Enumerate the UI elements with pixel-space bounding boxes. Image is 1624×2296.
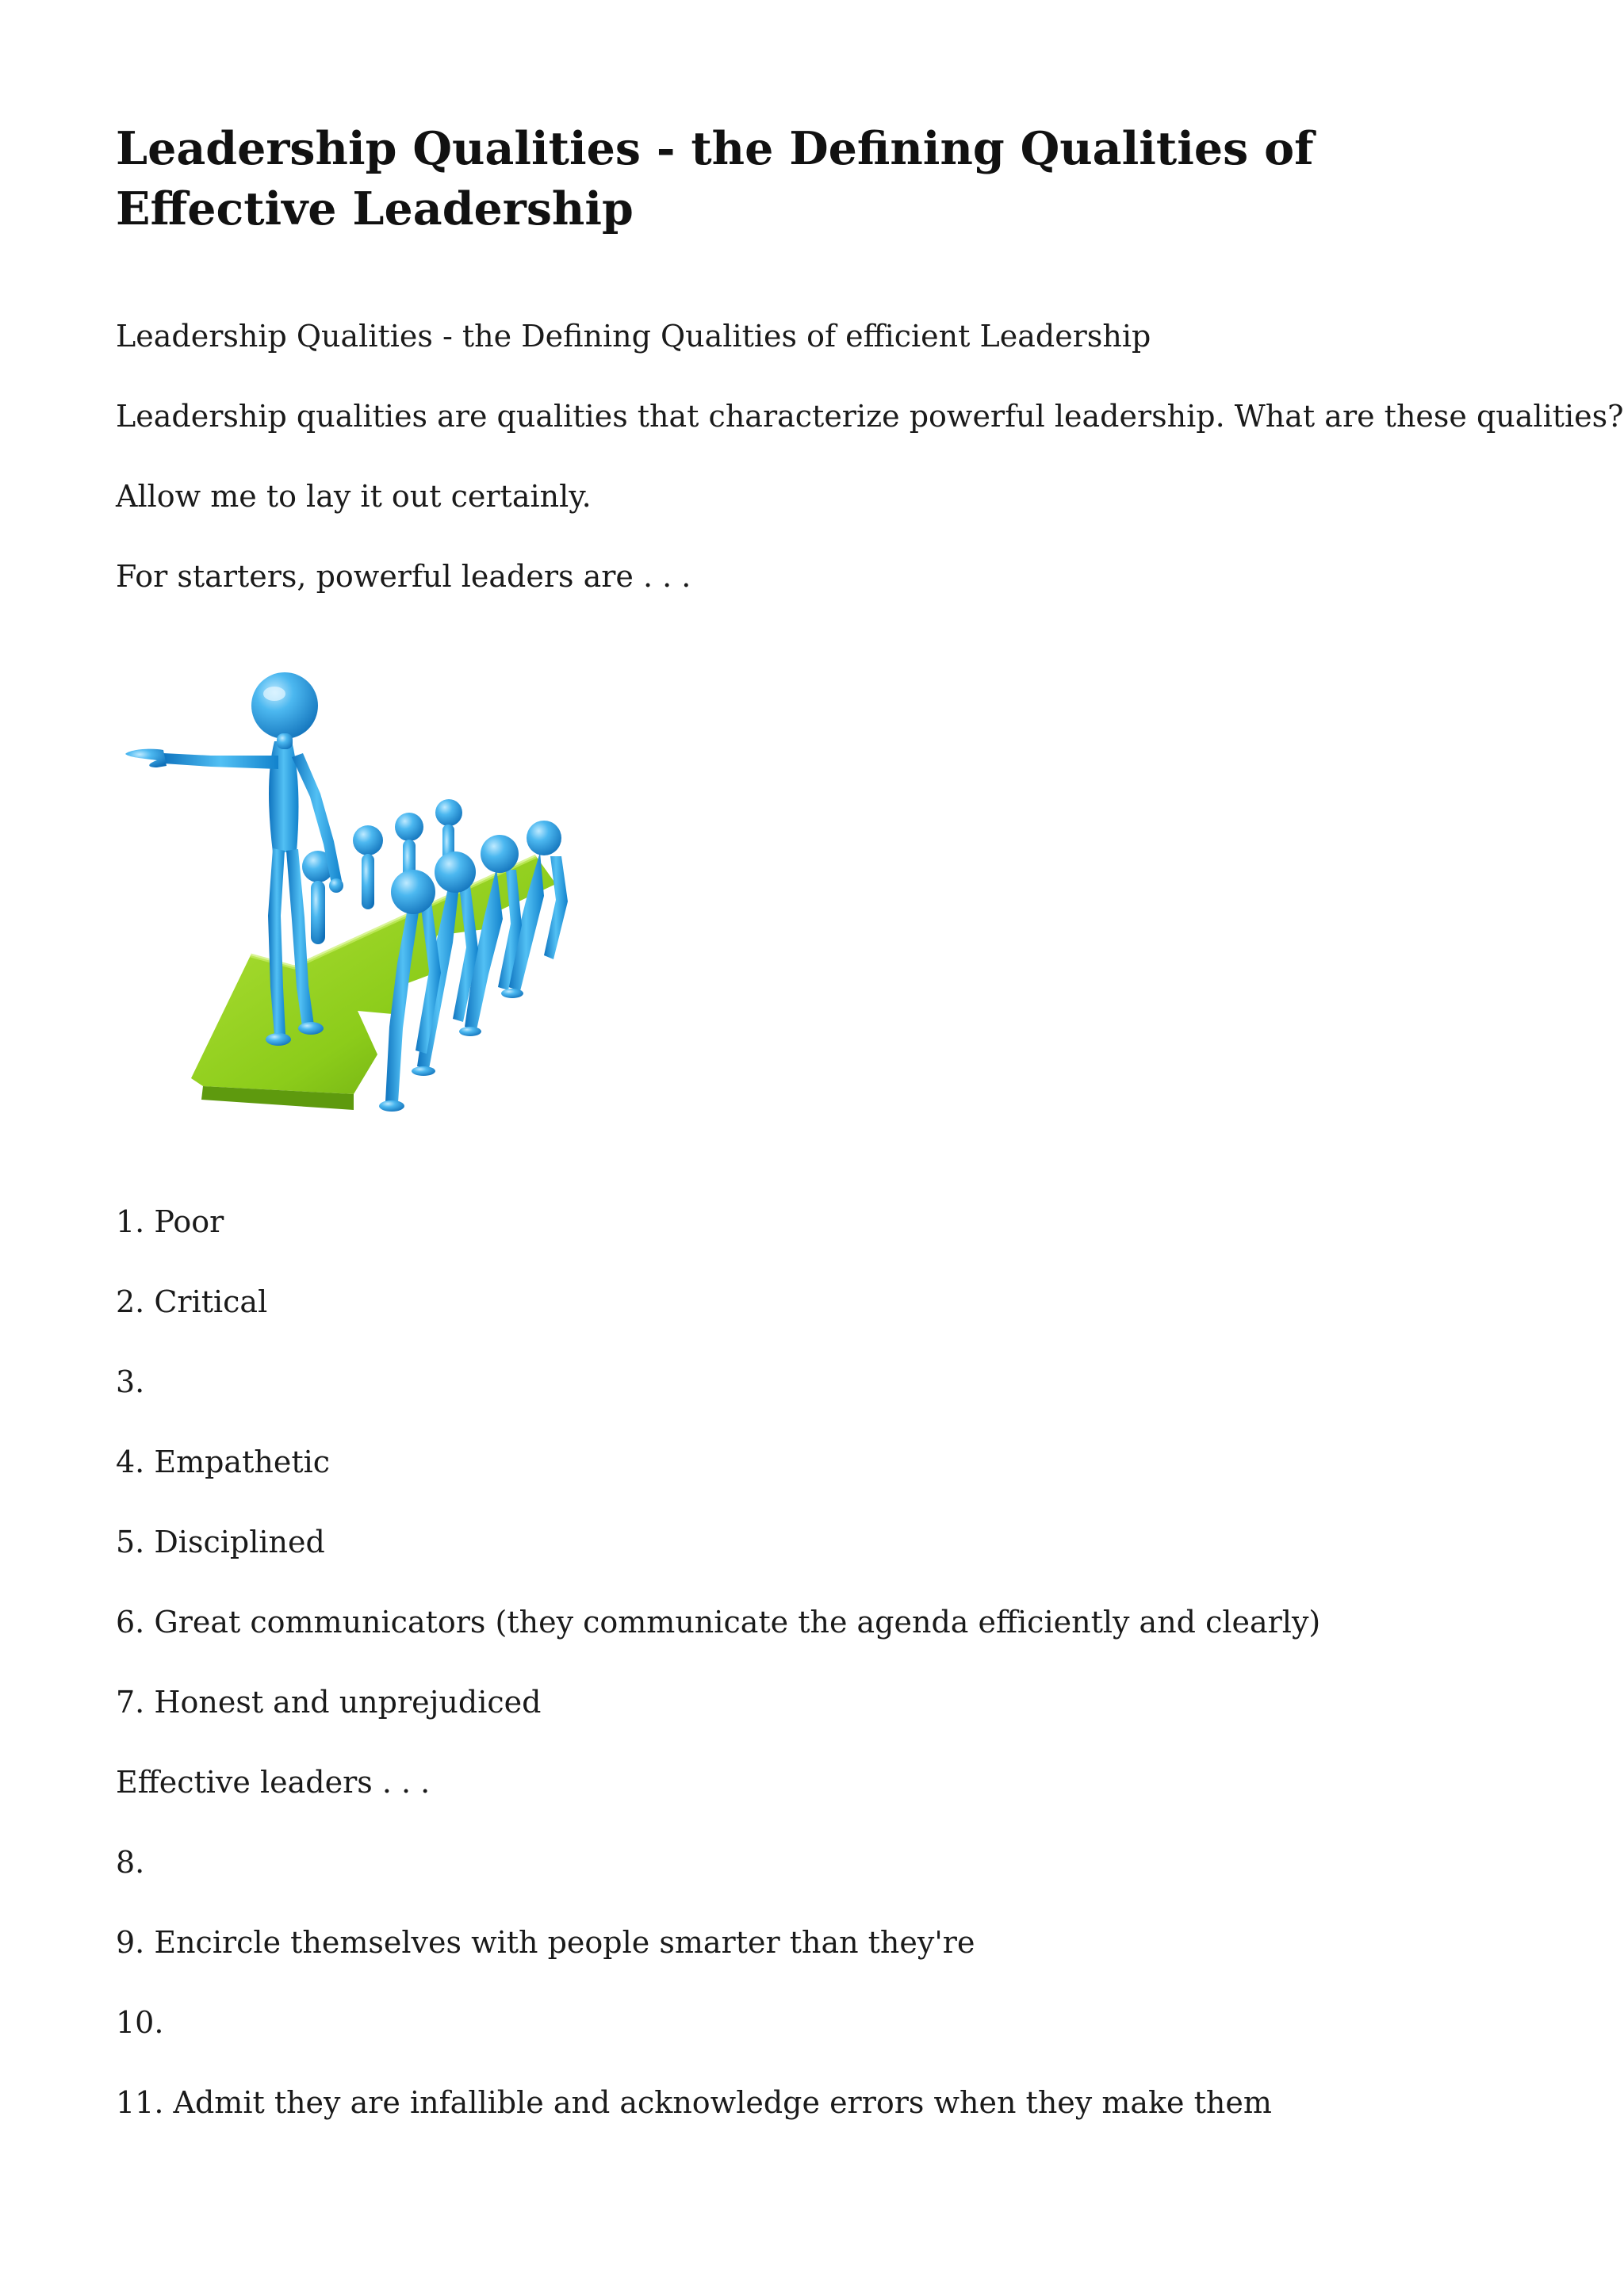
list-item: 8. <box>116 1845 145 1880</box>
page-title: Leadership Qualities - the Defining Qualities of Effective Leadership <box>116 122 1314 235</box>
intro-paragraph: For starters, powerful leaders are . . . <box>116 559 691 594</box>
leader-pointing-illustration <box>116 654 687 1146</box>
list-item: 11. Admit they are infallible and acknowledge errors when they make them <box>116 2085 1272 2120</box>
list-item: 2. Critical <box>116 1284 268 1319</box>
intro-paragraph: Leadership qualities are qualities that characterize powerful leadership. What are these qualities? <box>116 399 1624 434</box>
list-item: 7. Honest and unprejudiced <box>116 1685 542 1720</box>
list-item: 5. Disciplined <box>116 1525 325 1559</box>
intro-paragraph: Allow me to lay it out certainly. <box>116 479 592 514</box>
subheading: Effective leaders . . . <box>116 1765 431 1800</box>
intro-paragraph: Leadership Qualities - the Defining Qualities of efficient Leadership <box>116 319 1151 354</box>
list-item: 10. <box>116 2005 164 2040</box>
list-item: 9. Encircle themselves with people smarter than they're <box>116 1925 975 1960</box>
document-page <box>116 119 1624 2123</box>
list-item: 6. Great communicators (they communicate the agenda efficiently and clearly) <box>116 1605 1321 1640</box>
list-item: 1. Poor <box>116 1204 224 1239</box>
list-item: 4. Empathetic <box>116 1445 331 1479</box>
list-item: 3. <box>116 1364 145 1399</box>
